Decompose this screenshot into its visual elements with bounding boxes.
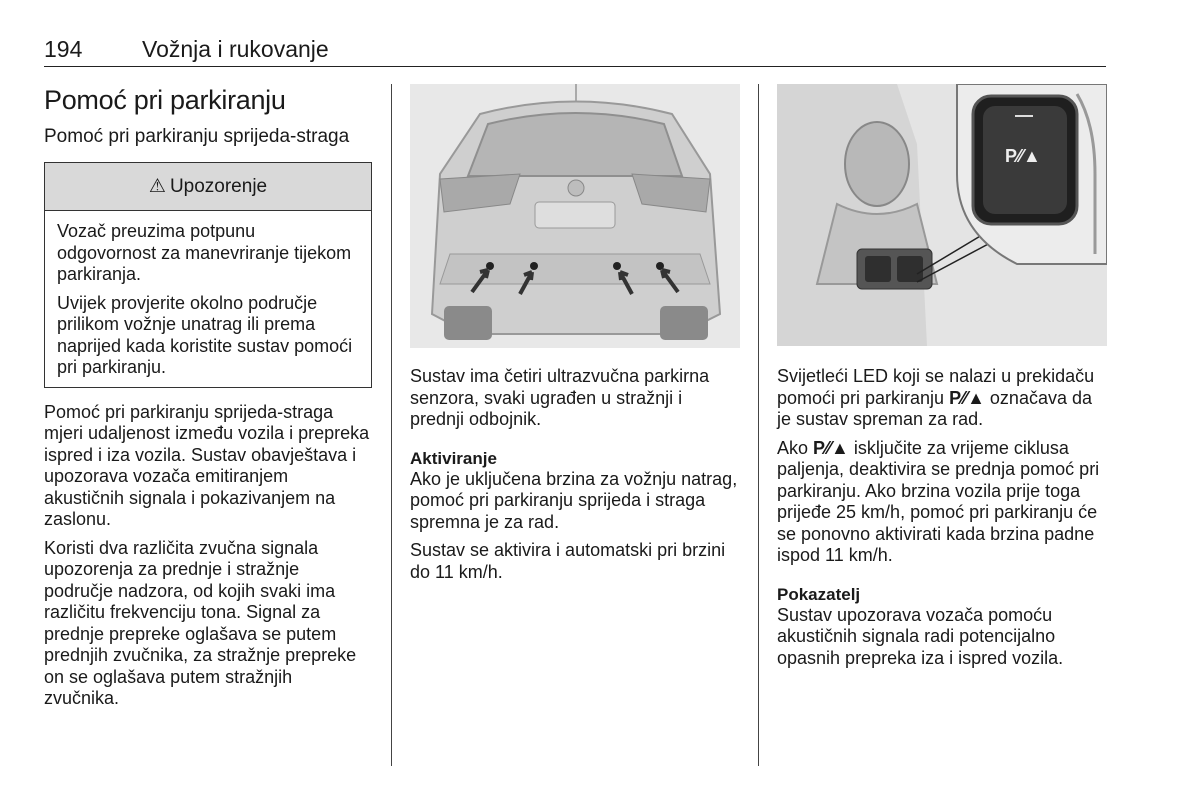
section-title: Pomoć pri parkiranju: [44, 85, 286, 115]
warning-triangle-icon: ⚠: [148, 176, 166, 197]
column-middle: [410, 84, 740, 590]
warning-header: [45, 163, 371, 211]
page-number: 194: [44, 36, 83, 62]
chapter-title: Vožnja i rukovanje: [142, 36, 329, 62]
section-subtitle: Pomoć pri parkiranju sprijeda-straga: [44, 126, 350, 147]
warning-box: [44, 162, 372, 388]
svg-text:P⁄⁄▲: P⁄⁄▲: [1005, 146, 1041, 166]
warning-paragraph: Uvijek provjerite okolno područje prilikom vožnje unatrag ili prema naprijed kada koristite sustav pomoći pri parkiranju.: [57, 292, 353, 377]
warning-body: [45, 211, 371, 387]
body-paragraph: Pomoć pri parkiranju sprijeda-straga mjeri udaljenost između vozila i prepreka ispred i iza vozila. Sustav obavještava i upozorava vozača emitiranjem akustičnih signala i pokazivanjem na zaslonu.: [44, 401, 370, 529]
warning-heading: Upozorenje: [169, 175, 268, 197]
body-paragraph: Koristi dva različita zvučna signala upozorenja za prednje i stražnje područje nadzora, od kojih svaki ima različitu frekvenciju tona. Signal za prednje prepreke oglašava se putem prednjih zvučnika, za stražnje prepreke on se oglašava putem stražnjih zvučnika.: [44, 537, 357, 708]
rear-sensors-illustration: [410, 84, 740, 348]
column-left: [44, 84, 372, 717]
park-assist-icon: P⁄⁄▲: [813, 437, 849, 458]
column-divider: [391, 84, 392, 766]
console-switch-image: [777, 84, 1107, 346]
body-paragraph: Sustav upozorava vozača pomoću akustičnih signala radi potencijalno opasnih prepreka iza i ispred vozila.: [777, 604, 1064, 668]
column-divider: [758, 84, 759, 766]
body-paragraph: Ako je uključena brzina za vožnju natrag, pomoć pri parkiranju sprijeda i straga spremna je za rad.: [410, 468, 738, 532]
park-assist-switch-illustration: [777, 84, 1107, 346]
indicator-heading: Pokazatelj: [777, 584, 861, 604]
page-header: [44, 36, 1106, 67]
activation-heading: Aktiviranje: [410, 448, 497, 468]
deactivation-paragraph: Ako P⁄⁄▲ isključite za vrijeme ciklusa paljenja, deaktivira se prednja pomoć pri parkiranju. Ako brzina vozila prije toga prijeđe 25 km/h, pomoć pri parkiranju će se ponovno aktivirati kada brzina padne ispod 11 km/h.: [777, 437, 1100, 565]
warning-paragraph: Vozač preuzima potpunu odgovornost za manevriranje tijekom parkiranja.: [57, 221, 352, 284]
car-rear-image: [410, 84, 740, 348]
led-paragraph: Svijetleći LED koji se nalazi u prekidaču pomoći pri parkiranju P⁄⁄▲ označava da je sustav spreman za rad.: [777, 366, 1095, 429]
column-right: [777, 84, 1107, 676]
figure-caption: Sustav ima četiri ultrazvučna parkirna senzora, svaki ugrađen u stražnji i prednji odbojnik.: [410, 366, 710, 429]
body-paragraph: Sustav se aktivira i automatski pri brzini do 11 km/h.: [410, 540, 726, 582]
park-assist-icon: P⁄⁄▲: [949, 387, 985, 408]
